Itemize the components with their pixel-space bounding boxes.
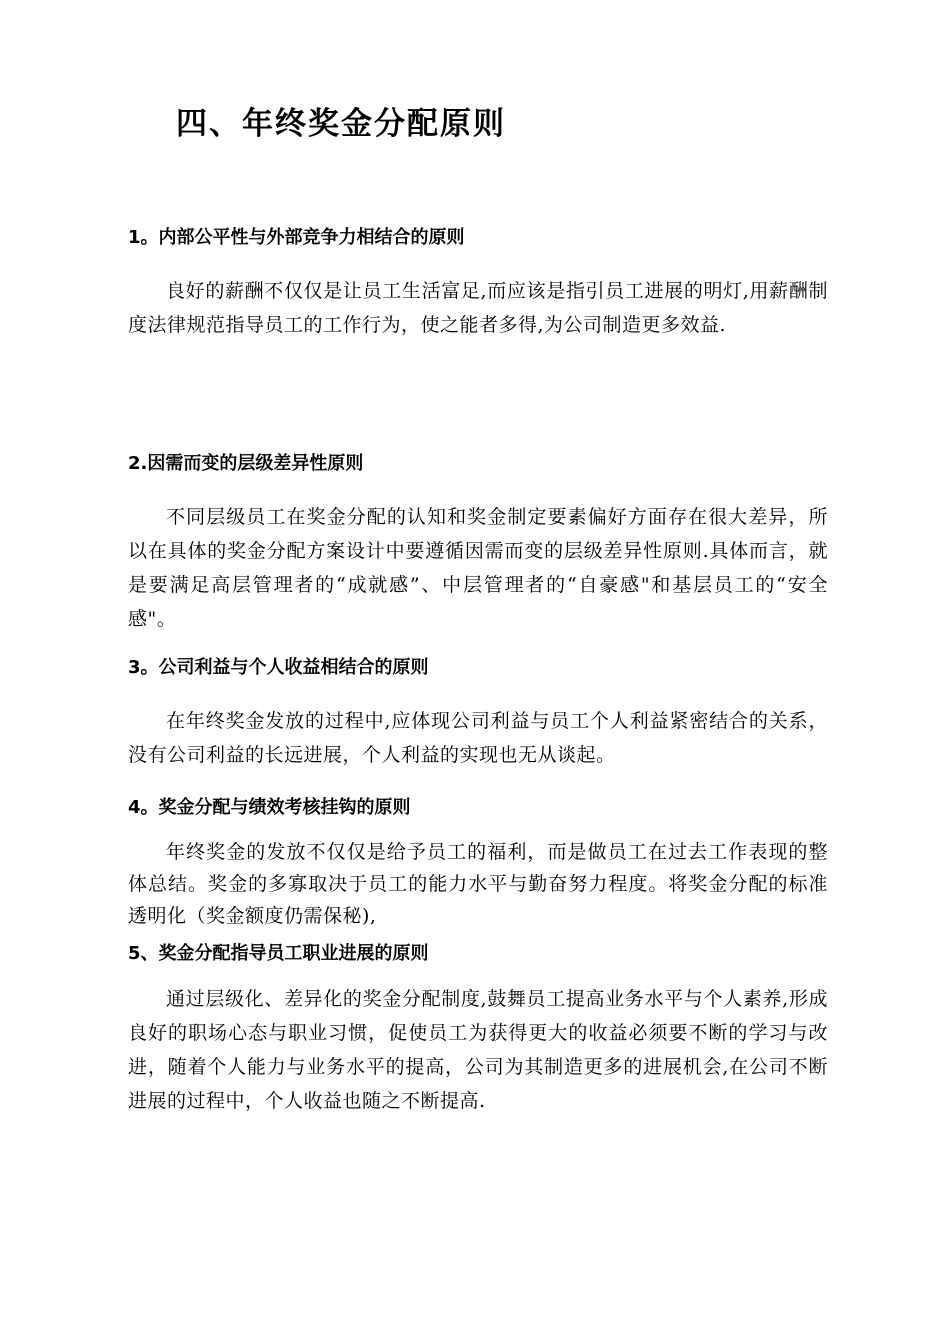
section-heading-1: 1。内部公平性与外部竞争力相结合的原则: [128, 227, 465, 248]
section-body-1: 良好的薪酬不仅仅是让员工生活富足,而应该是指引员工进展的明灯,用薪酬制度法律规范指导员工的工作行为，使之能者多得,为公司制造更多效益.: [128, 280, 828, 336]
section-body-5: 通过层级化、差异化的奖金分配制度,鼓舞员工提高业务水平与个人素养,形成良好的职场心态与职业习惯，促使员工为获得更大的收益必须要不断的学习与改进，随着个人能力与业务水平的提高，公司为其制造更多的进展机会,在公司不断进展的过程中，个人收益也随之不断提高.: [128, 988, 828, 1112]
section-body-4: 年终奖金的发放不仅仅是给予员工的福利，而是做员工在过去工作表现的整体总结。奖金的多寡取决于员工的能力水平与勤奋努力程度。将奖金分配的标准透明化（奖金额度仍需保秘),: [128, 841, 828, 927]
section-heading-5: 5、奖金分配指导员工职业进展的原则: [128, 943, 429, 964]
section-heading-3: 3。公司利益与个人收益相结合的原则: [128, 657, 429, 678]
section-body-3: 在年终奖金发放的过程中,应体现公司利益与员工个人利益紧密结合的关系，没有公司利益的长远进展，个人利益的实现也无从谈起。: [128, 710, 828, 766]
section-heading-4: 4。奖金分配与绩效考核挂钩的原则: [128, 797, 411, 818]
page-title: 四、年终奖金分配原则: [176, 106, 506, 142]
section-heading-2: 2.因需而变的层级差异性原则: [128, 453, 364, 474]
section-body-2: 不同层级员工在奖金分配的认知和奖金制定要素偏好方面存在很大差异，所以在具体的奖金分配方案设计中要遵循因需而变的层级差异性原则.具体而言，就是要满足高层管理者的“成就感”、中层管理者的“自豪感"和基层员工的“安全感"。: [128, 506, 828, 630]
